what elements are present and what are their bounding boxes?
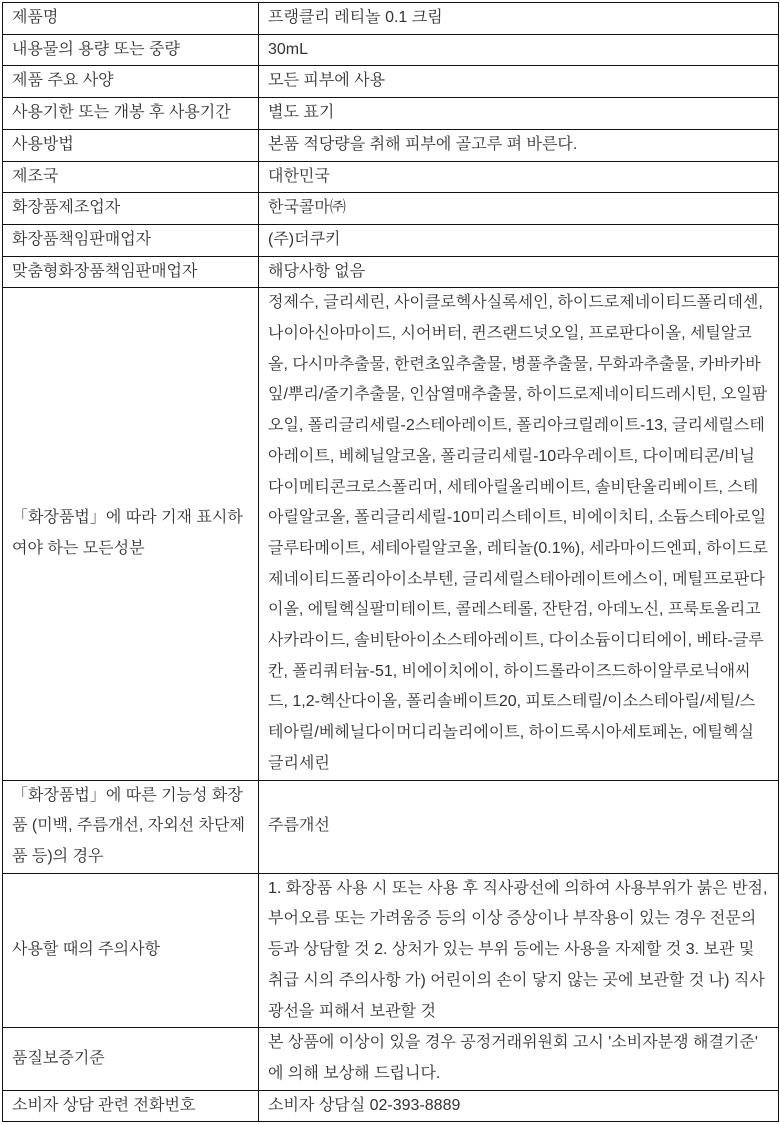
spec-value-main-spec: 모든 피부에 사용 — [259, 66, 779, 98]
table-row — [3, 288, 779, 780]
spec-label-phone: 소비자 상담 관련 전화번호 — [3, 1090, 259, 1122]
spec-label-expiry: 사용기한 또는 개봉 후 사용기간 — [3, 98, 259, 130]
table-row — [3, 256, 779, 288]
spec-value-custom-seller: 해당사항 없음 — [259, 256, 779, 288]
spec-value-precautions: 1. 화장품 사용 시 또는 사용 후 직사광선에 의하여 사용부위가 붉은 반점, 부어오름 또는 가려움증 등의 이상 증상이나 부작용이 있는 경우 전문의 등과 상담할 것 2. 상처가 있는 부위 등에는 사용을 자제할 것 3. 보관 및 취급 시의 주의사항 가) 어린이의 손이 닿지 않는 곳에 보관할 것 나) 직사광선을 피해서 보관할 것 — [259, 873, 779, 1028]
table-row — [3, 129, 779, 161]
spec-label-usage: 사용방법 — [3, 129, 259, 161]
table-row — [3, 873, 779, 1028]
table-row — [3, 3, 779, 35]
spec-value-warranty: 본 상품에 이상이 있을 경우 공정거래위원회 고시 '소비자분쟁 해결기준' 에 의해 보상해 드립니다. — [259, 1028, 779, 1090]
table-row — [3, 224, 779, 256]
spec-label-manufacturer: 화장품제조업자 — [3, 193, 259, 225]
table-row — [3, 66, 779, 98]
spec-label-functional: 「화장품법」에 따른 기능성 화장품 (미백, 주름개선, 자외선 차단제품 등)의 경우 — [3, 780, 259, 873]
table-row — [3, 161, 779, 193]
spec-label-custom-seller: 맞춤형화장품책임판매업자 — [3, 256, 259, 288]
table-row — [3, 34, 779, 66]
spec-label-product-name: 제품명 — [3, 3, 259, 35]
spec-label-seller: 화장품책임판매업자 — [3, 224, 259, 256]
table-row — [3, 193, 779, 225]
spec-value-phone: 소비자 상담실 02-393-8889 — [259, 1090, 779, 1122]
spec-value-manufacturer: 한국콜마㈜ — [259, 193, 779, 225]
spec-label-main-spec: 제품 주요 사양 — [3, 66, 259, 98]
table-row — [3, 1028, 779, 1090]
spec-value-functional: 주름개선 — [259, 780, 779, 873]
spec-value-expiry: 별도 표기 — [259, 98, 779, 130]
spec-value-ingredients: 정제수, 글리세린, 사이클로헥사실록세인, 하이드로제네이티드폴리데센, 나이아신아마이드, 시어버터, 퀸즈랜드넛오일, 프로판다이올, 세틸알코올, 다시마추출물, 한련초잎추출물, 병풀추출물, 무화과추출물, 카바카바잎/뿌리/줄기추출물, 인삼열매추출물, 하이드로제네이티드레시틴, 오일팜오일, 폴리글리세릴-2스테아레이트, 폴리아크릴레이트-13, 글리세릴스테아레이트, 베헤닐알코올, 폴리글리세릴-10라우레이트, 다이메티콘/비닐다이메티콘크로스폴리머, 세테아릴올리베이트, 솔비탄올리베이트, 스테아릴알코올, 폴리글리세릴-10미리스테이트, 비에이치티, 소듐스테아로일글루타메이트, 세테아릴알코올, 레티놀(0.1%), 세라마이드엔피, 하이드로제네이티드폴리아이소부텐, 글리세릴스테아레이트에스이, 메틸프로판다이올, 에틸헥실팔미테이트, 콜레스테롤, 잔탄검, 아데노신, 프룩토올리고사카라이드, 솔비탄아이소스테아레이트, 다이소듐이디티에이, 베타-글루칸, 폴리쿼터늄-51, 비에이치에이, 하이드롤라이즈드하이알루로닉애씨드, 1,2-헥산다이올, 폴리솔베이트20, 피토스테릴/이소스테아릴/세틸/스테아릴/베헤닐다이머디리놀리에이트, 하이드록시아세토페논, 에틸헥실글리세린 — [259, 288, 779, 780]
spec-value-usage: 본품 적당량을 취해 피부에 골고루 펴 바른다. — [259, 129, 779, 161]
spec-value-country: 대한민국 — [259, 161, 779, 193]
spec-label-precautions: 사용할 때의 주의사항 — [3, 873, 259, 1028]
table-row — [3, 1090, 779, 1122]
spec-label-warranty: 품질보증기준 — [3, 1028, 259, 1090]
spec-value-seller: (주)더쿠키 — [259, 224, 779, 256]
table-row — [3, 780, 779, 873]
spec-value-volume: 30mL — [259, 34, 779, 66]
table-row — [3, 98, 779, 130]
spec-label-ingredients: 「화장품법」에 따라 기재 표시하여야 하는 모든성분 — [3, 288, 259, 780]
spec-value-product-name: 프랭클리 레티놀 0.1 크림 — [259, 3, 779, 35]
spec-label-country: 제조국 — [3, 161, 259, 193]
product-spec-table — [2, 2, 779, 1122]
spec-label-volume: 내용물의 용량 또는 중량 — [3, 34, 259, 66]
